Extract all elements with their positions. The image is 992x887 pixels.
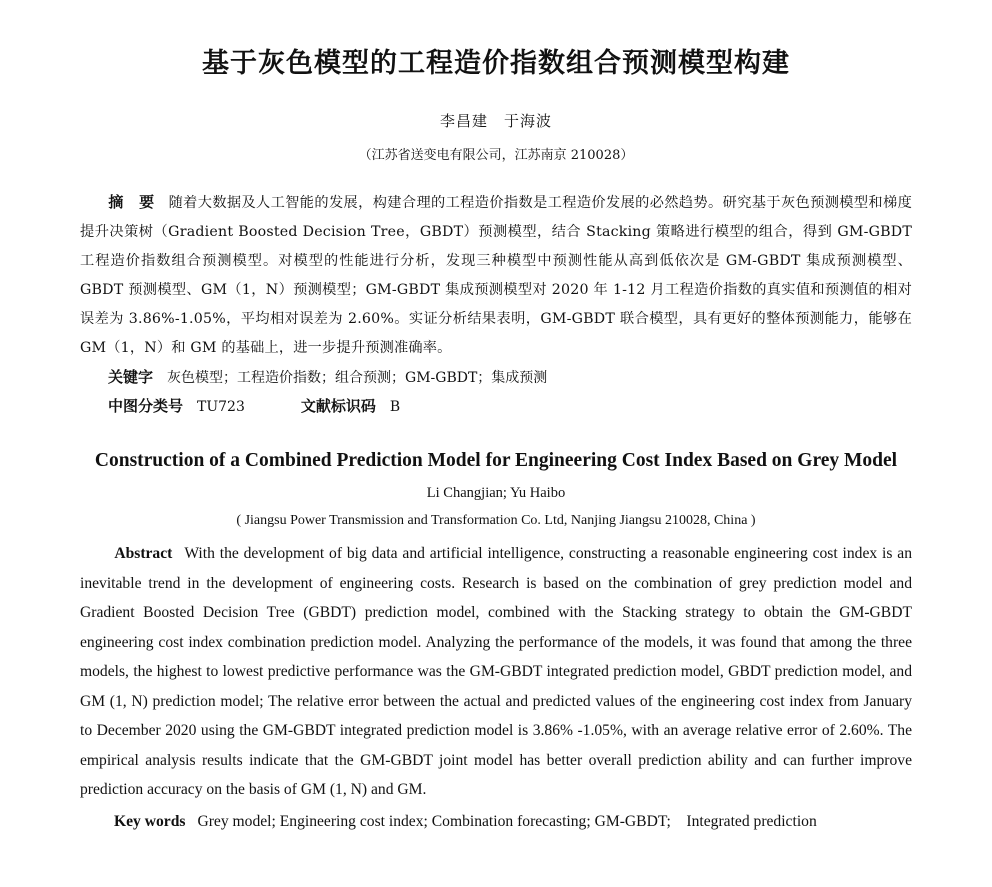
doc-code-value: B bbox=[389, 399, 401, 415]
english-keywords-text: Grey model; Engineering cost index; Combination forecasting; GM-GBDT; Integrated prediction bbox=[197, 812, 817, 830]
clc-label: 中图分类号 bbox=[108, 397, 184, 415]
english-abstract bbox=[80, 539, 912, 805]
chinese-title: 基于灰色模型的工程造价指数组合预测模型构建 bbox=[202, 48, 790, 79]
english-affiliation: ( Jiangsu Power Transmission and Transformation Co. Ltd, Nanjing Jiangsu 210028, China ) bbox=[236, 513, 756, 528]
clc-value: TU723 bbox=[197, 399, 245, 415]
classification-line bbox=[80, 392, 912, 421]
chinese-keywords bbox=[80, 363, 912, 392]
english-title: Construction of a Combined Prediction Model for Engineering Cost Index Based on Grey Model bbox=[94, 450, 898, 471]
english-keywords-label: Key words bbox=[114, 812, 186, 830]
english-authors: Li Changjian; Yu Haibo bbox=[426, 485, 566, 501]
english-abstract-label: Abstract bbox=[114, 545, 173, 562]
chinese-keywords-text: 灰色模型；工程造价指数；组合预测；GM-GBDT；集成预测 bbox=[167, 370, 548, 386]
chinese-abstract-label: 摘 要 bbox=[108, 193, 155, 211]
chinese-abstract bbox=[80, 188, 912, 363]
chinese-authors: 李昌建 于海波 bbox=[439, 112, 552, 130]
chinese-abstract-text: 随着大数据及人工智能的发展，构建合理的工程造价指数是工程造价发展的必然趋势。研究基于灰色预测模型和梯度提升决策树（Gradient Boosted Decision Tree，GBDT）预测模型，结合 Stacking 策略进行模型的组合，得到 GM-GBDT 工程造价指数组合预测模型。对模型的性能进行分析，发现三种模型中预测性能从高到低依次是 GM-GBDT 集成预测模型、GBDT 预测模型、GM（1，N）预测模型；GM-GBDT 集成预测模型对 2020 年 1-12 月工程造价指数的真实值和预测值的相对误差为 3.86%-1.05%，平均相对误差为 2.60%。实证分析结果表明，GM-GBDT 联合模型，具有更好的整体预测能力，能够在 GM（1，N）和 GM 的基础上，进一步提升预测准确率。 bbox=[80, 195, 912, 356]
chinese-affiliation: （江苏省送变电有限公司，江苏南京 210028） bbox=[358, 148, 634, 163]
english-keywords bbox=[80, 809, 912, 835]
english-abstract-text: With the development of big data and artificial intelligence, constructing a reasonable engineering cost index is an inevitable trend in the development of engineering costs. Research is based on the combination of grey prediction model and Gradient Boosted Decision Tree (GBDT) prediction model, combined with the Stacking strategy to obtain the GM-GBDT engineering cost index combination prediction model. Analyzing the performance of the models, it was found that among the three models, the highest to lowest predictive performance was the GM-GBDT integrated prediction model, GBDT prediction model, and GM (1, N) prediction model; The relative error between the actual and predicted values of the engineering cost index from January to December 2020 using the GM-GBDT integrated prediction model is 3.86% -1.05%, with an average relative error of 2.60%. The empirical analysis results indicate that the GM-GBDT joint model has better overall prediction ability and can further improve prediction accuracy on the basis of GM (1, N) and GM. bbox=[80, 545, 912, 798]
chinese-keywords-label: 关键字 bbox=[108, 368, 154, 386]
doc-code-label: 文献标识码 bbox=[300, 397, 376, 415]
